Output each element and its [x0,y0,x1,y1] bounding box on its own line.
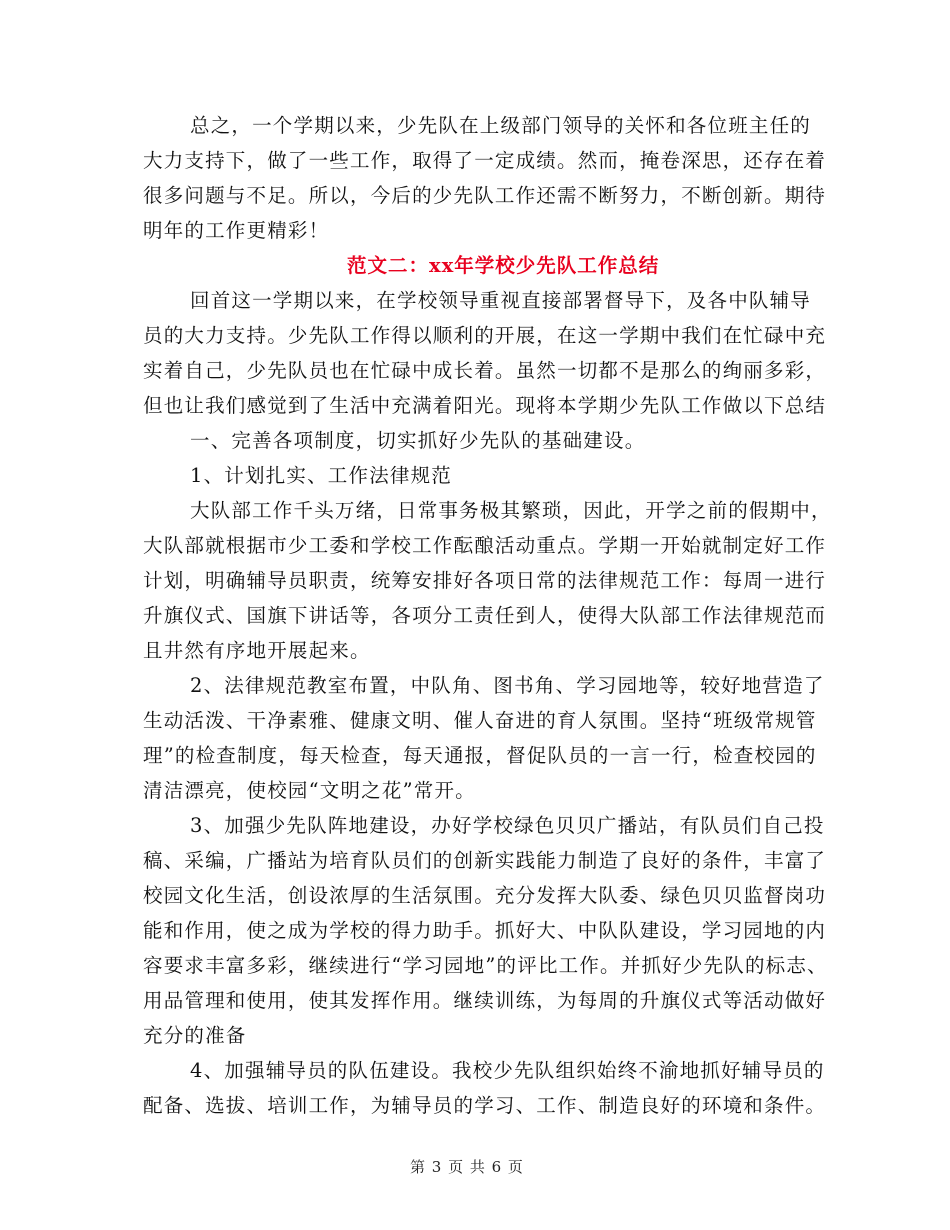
paragraph-line: 实着自己，少先队员也在忙碌中成长着。虽然一切都不是那么的绚丽多彩， [143,359,827,382]
section-title: 范文二：xx年学校少先队工作总结 [347,254,660,277]
paragraph-line: 4、加强辅导员的队伍建设。我校少先队组织始终不渝地抓好辅导员的 [190,1059,825,1082]
heading-2: 1、计划扎实、工作法律规范 [190,464,453,487]
paragraph-line: 充分的准备 [143,1024,247,1047]
heading-1: 一、完善各项制度，切实抓好少先队的基础建设。 [190,429,646,452]
paragraph-line: 回首这一学期以来，在学校领导重视直接部署督导下，及各中队辅导 [190,289,812,312]
paragraph-line: 2、法律规范教室布置，中队角、图书角、学习园地等，较好地营造了 [190,674,825,697]
paragraph-line: 大队部工作千头万绪，日常事务极其繁琐，因此，开学之前的假期中， [190,499,832,522]
paragraph-line: 很多问题与不足。所以，今后的少先队工作还需不断努力，不断创新。期待 [143,184,827,207]
paragraph-line: 容要求丰富多彩，继续进行“学习园地”的评比工作。并抓好少先队的标志、 [143,954,828,977]
paragraph-line: 校园文化生活，创设浓厚的生活氛围。充分发挥大队委、绿色贝贝监督岗功 [143,884,827,907]
paragraph-line: 大队部就根据市少工委和学校工作酝酿活动重点。学期一开始就制定好工作 [143,534,827,557]
paragraph-line: 且井然有序地开展起来。 [143,639,371,662]
paragraph-line: 明年的工作更精彩！ [143,219,330,242]
paragraph-line: 大力支持下，做了一些工作，取得了一定成绩。然而，掩卷深思，还存在着 [143,149,827,172]
paragraph-line: 能和作用，使之成为学校的得力助手。抓好大、中队队建设，学习园地的内 [143,919,827,942]
paragraph-line: 稿、采编，广播站为培育队员们的创新实践能力制造了良好的条件，丰富了 [143,849,827,872]
paragraph-line: 员的大力支持。少先队工作得以顺利的开展，在这一学期中我们在忙碌中充 [143,324,827,347]
paragraph-line: 总之，一个学期以来，少先队在上级部门领导的关怀和各位班主任的 [190,114,812,137]
paragraph-line: 升旗仪式、国旗下讲话等，各项分工责任到人，使得大队部工作法律规范而 [143,604,827,627]
paragraph-line: 配备、选拔、培训工作，为辅导员的学习、工作、制造良好的环境和条件。 [143,1094,827,1117]
paragraph-line: 但也让我们感觉到了生活中充满着阳光。现将本学期少先队工作做以下总结 [143,394,827,417]
paragraph-line: 3、加强少先队阵地建设，办好学校绿色贝贝广播站，有队员们自己投 [190,814,825,837]
paragraph-line: 用品管理和使用，使其发挥作用。继续训练，为每周的升旗仪式等活动做好 [143,989,827,1012]
paragraph-line: 计划，明确辅导员职责，统筹安排好各项日常的法律规范工作：每周一进行 [143,569,827,592]
page-number: 第 3 页 共 6 页 [410,1158,524,1176]
paragraph-line: 清洁漂亮，使校园“文明之花”常开。 [143,779,476,802]
paragraph-line: 生动活泼、干净素雅、健康文明、催人奋进的育人氛围。坚持“班级常规管 [143,709,817,732]
paragraph-line: 理”的检查制度，每天检查，每天通报，督促队员的一言一行，检查校园的 [143,744,817,767]
